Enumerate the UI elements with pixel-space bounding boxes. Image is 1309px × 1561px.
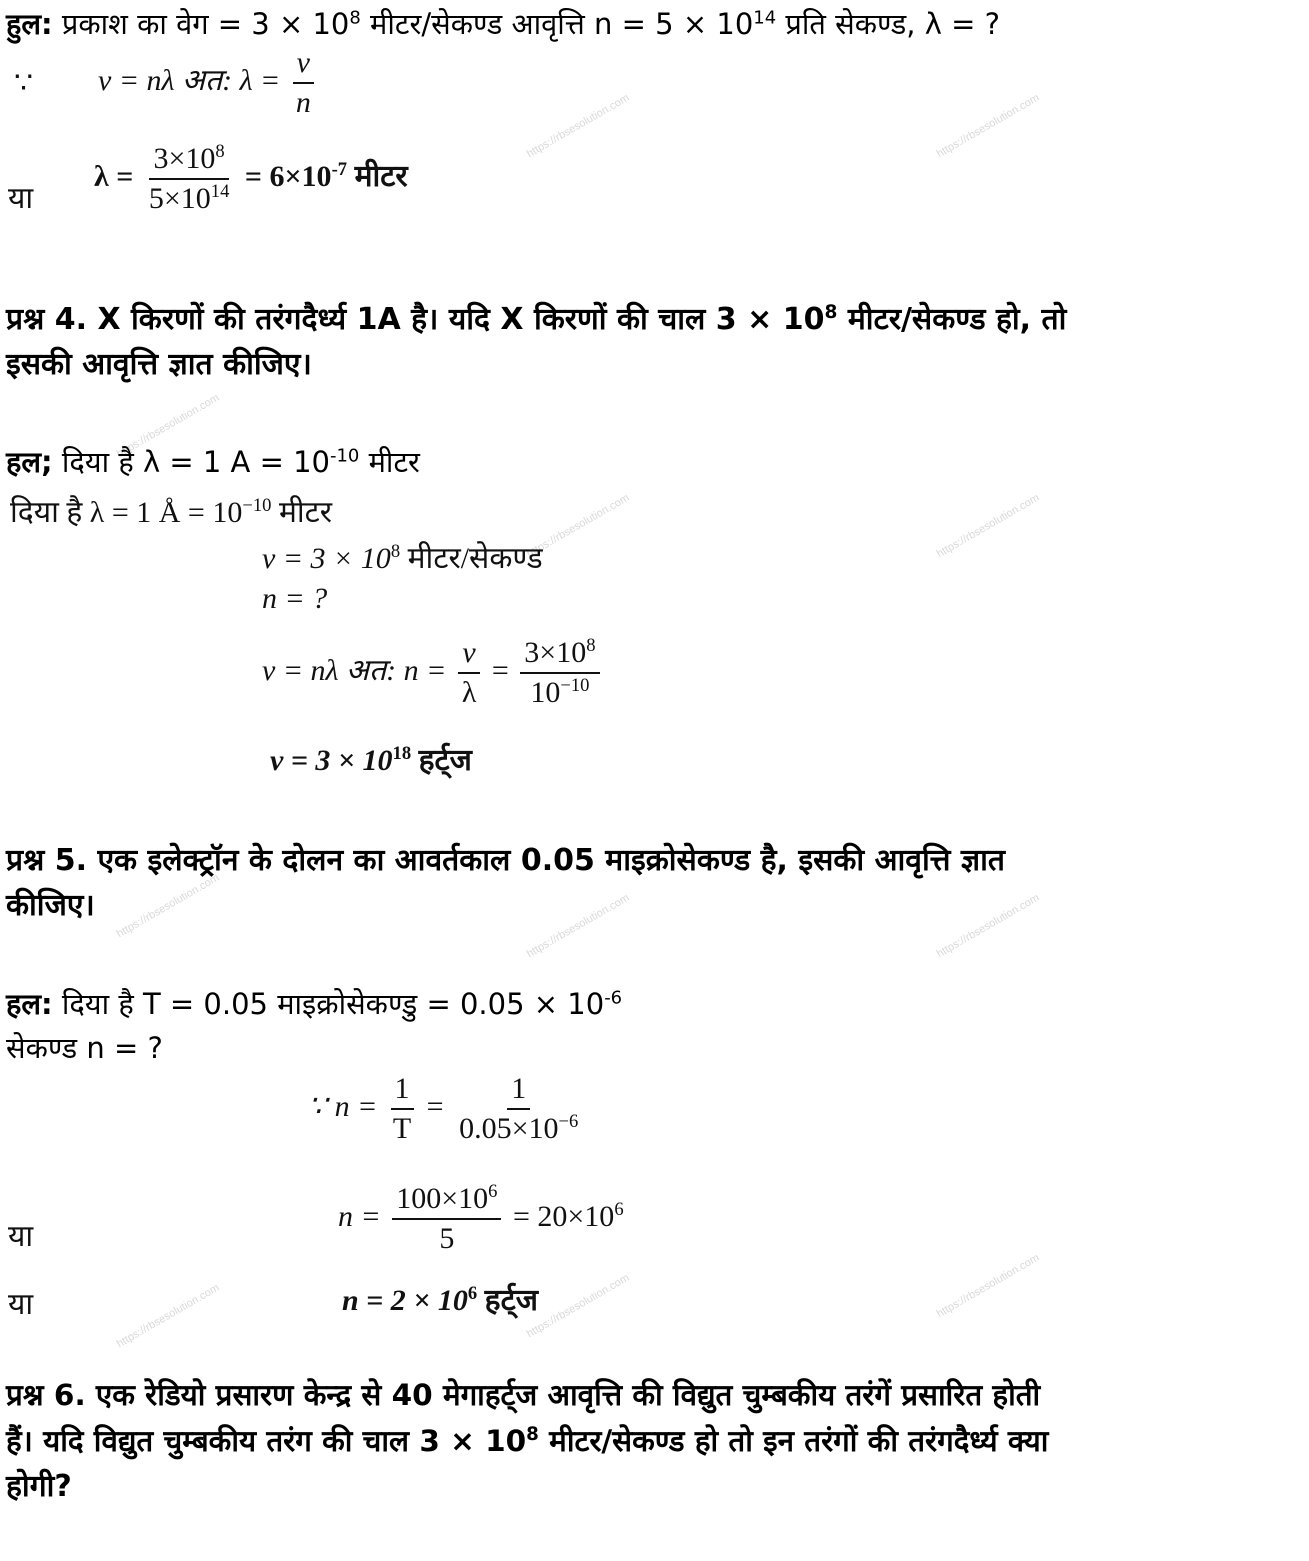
question-5-line-2: कीजिए। [6, 888, 95, 923]
text-segment: हैं। यदि विद्युत चुम्बकीय तरंग की चाल 3 × 10 [6, 1424, 527, 1458]
solution-label: हुल: [6, 7, 53, 41]
unit: हर्ट्ज [411, 744, 472, 777]
exponent: −6 [558, 1111, 579, 1132]
solution-label: हल; [6, 445, 53, 479]
question-4-line-1 [6, 297, 1066, 343]
equals-sign: = [491, 653, 509, 687]
denominator: 0.05×10 [459, 1112, 559, 1145]
exponent: 6 [467, 1283, 478, 1304]
watermark: https://rbsesolution.com [524, 91, 632, 161]
watermark: https://rbsesolution.com [524, 891, 632, 961]
exponent: 6 [488, 1181, 498, 1202]
text-segment: दिया है T = 0.05 माइक्रोसेकण्डु = 0.05 × 10 [52, 987, 605, 1021]
equation-lhs: λ = [94, 159, 134, 193]
text-segment: मीटर [359, 445, 420, 479]
numerator: v [458, 636, 479, 674]
watermark: https://rbsesolution.com [114, 391, 222, 461]
scan-frequency-equation [262, 636, 604, 710]
exponent: 8 [349, 7, 361, 29]
solution-line [6, 982, 622, 1026]
equation-lhs: n = [338, 1199, 381, 1233]
denominator: n [295, 86, 311, 119]
watermark: https://rbsesolution.com [934, 91, 1042, 161]
text-segment: v = 3 × 10 [262, 542, 391, 575]
equals-sign: = [426, 1089, 444, 1123]
text-segment: दिया है λ = 1 A = 10 [52, 445, 331, 479]
scan-given-speed [262, 536, 543, 577]
result: = 6×10 [244, 159, 332, 193]
unit: हर्ट्ज [477, 1284, 538, 1317]
watermark: https://rbsesolution.com [114, 1281, 222, 1351]
solution-label: हल: [6, 987, 53, 1021]
denominator: λ [461, 676, 477, 709]
equation-lhs: v = nλ अत: n = [262, 653, 447, 687]
text-segment: प्रकाश का वेग = 3 × 10 [52, 7, 350, 41]
exponent: -6 [604, 987, 623, 1009]
exponent: -7 [331, 158, 348, 180]
ya-label: या [8, 182, 34, 215]
text-segment: प्रति सेकण्ड, λ = ? [776, 7, 1001, 41]
denominator: T [392, 1112, 412, 1145]
exponent: 8 [526, 1424, 539, 1446]
solution-line: सेकण्ड n = ? [6, 1031, 163, 1065]
text-segment: मीटर/सेकण्ड आवृत्ति n = 5 × 10 [360, 7, 754, 41]
equation-lhs: v = nλ अत: λ = [98, 63, 281, 97]
text-segment: मीटर/सेकण्ड हो, तो [837, 302, 1067, 337]
exponent: 14 [753, 7, 777, 29]
watermark: https://rbsesolution.com [934, 1251, 1042, 1321]
exponent: −10 [560, 675, 590, 696]
numerator: 100×10 [396, 1182, 489, 1215]
watermark: https://rbsesolution.com [934, 491, 1042, 561]
watermark: https://rbsesolution.com [114, 871, 222, 941]
fraction [292, 46, 315, 120]
solution-line [6, 2, 1000, 46]
equation-lambda-result [94, 142, 408, 216]
unit: मीटर [347, 159, 408, 193]
text-segment: मीटर/सेकण्ड [400, 542, 543, 575]
denominator: 5 [439, 1222, 455, 1255]
exponent: 8 [586, 635, 596, 656]
exponent: 8 [215, 141, 225, 162]
equation-lhs: ∵ n = [308, 1089, 378, 1123]
fraction [458, 636, 481, 710]
exponent: 6 [614, 1198, 624, 1220]
ya-label: या [8, 1220, 34, 1253]
equation-wave [98, 46, 319, 120]
scan-period-equation [308, 1072, 586, 1146]
solution-line [6, 440, 420, 484]
text-segment: n = 2 × 10 [342, 1284, 468, 1317]
denominator: 10 [530, 676, 561, 709]
numerator: 1 [391, 1072, 414, 1110]
watermark: https://rbsesolution.com [524, 491, 632, 561]
question-6-line-3: होगी? [6, 1469, 72, 1504]
text-segment: प्रश्न 4. X किरणों की तरंगदैर्ध्य 1A है। यदि X किरणों की चाल 3 × 10 [6, 302, 825, 337]
fraction [145, 142, 234, 216]
scan-unknown-n [262, 582, 327, 616]
denominator: 5×10 [148, 182, 211, 215]
result: = 20×10 [512, 1199, 615, 1233]
numerator: 3×10 [153, 142, 216, 175]
watermark: https://rbsesolution.com [524, 1271, 632, 1341]
numerator: v [293, 46, 314, 84]
watermark: https://rbsesolution.com [934, 891, 1042, 961]
question-5-line-1: प्रश्न 5. एक इलेक्ट्रॉन के दोलन का आवर्तकाल 0.05 माइक्रोसेकण्ड है, इसकी आवृत्ति ज्ञात [6, 843, 1006, 878]
numerator: 3×10 [524, 636, 587, 669]
text-segment: मीटर/सेकण्ड हो तो इन तरंगों की तरंगदैर्ध्य क्या [538, 1424, 1049, 1458]
text-segment: v = 3 × 10 [270, 744, 393, 777]
fraction [520, 636, 599, 710]
scan-n-equation [338, 1182, 624, 1256]
fraction [389, 1072, 415, 1146]
because-symbol: ∵ [14, 67, 34, 100]
fraction [455, 1072, 582, 1146]
question-4-line-2: इसकी आवृत्ति ज्ञात कीजिए। [6, 347, 312, 382]
scan-frequency-result [270, 738, 472, 779]
question-6-line-2 [6, 1418, 1048, 1464]
text-segment: n = ? [262, 582, 328, 615]
exponent: 8 [390, 541, 401, 562]
exponent: -10 [330, 445, 360, 467]
exponent: 18 [392, 743, 412, 764]
text-segment: दिया है λ = 1 Å = 10 [10, 496, 243, 529]
fraction [392, 1182, 501, 1256]
exponent: 8 [824, 302, 838, 323]
scan-given-lambda [10, 490, 332, 531]
text-segment: मीटर [271, 496, 333, 529]
scan-n-result [342, 1278, 538, 1319]
numerator: 1 [507, 1072, 530, 1110]
question-6-line-1: प्रश्न 6. एक रेडियो प्रसारण केन्द्र से 40 मेगाहर्ट्ज आवृत्ति की विद्युत चुम्बकीय तरंगें प्रसारित होती [6, 1378, 1041, 1412]
exponent: −10 [242, 495, 272, 516]
ya-label: या [8, 1288, 34, 1321]
exponent: 14 [210, 181, 230, 202]
